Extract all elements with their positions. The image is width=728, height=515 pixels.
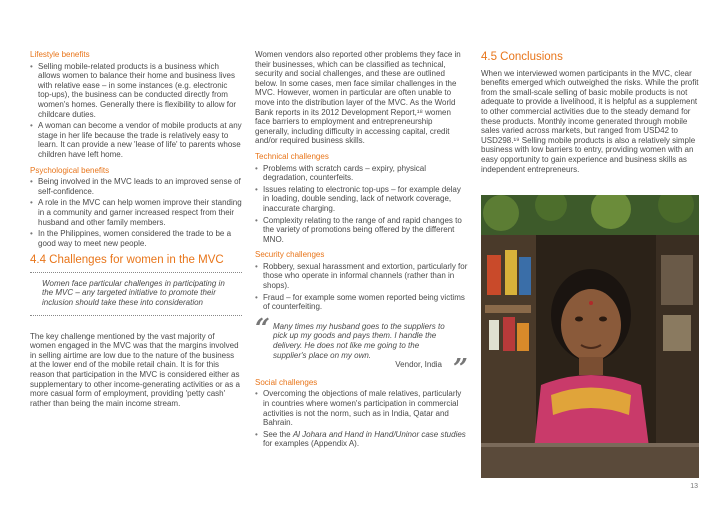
callout-box: Women face particular challenges in participating in the MVC – any targeted initiative to promote their inclusion should take these into consideration [30, 272, 242, 316]
list-item: • Fraud – for example some women reported being victims of counterfeiting. [255, 293, 468, 312]
vendor-photo [481, 195, 699, 478]
middle-column [255, 50, 468, 455]
list-item: • Issues relating to electronic top-ups – for example delay in loading, double sending, lack of network coverage, inaccurate charging. [255, 185, 468, 214]
text-span: for examples (Appendix A). [263, 439, 360, 449]
security-challenges-heading: Security challenges [255, 250, 325, 260]
psychological-benefits-list [30, 177, 242, 248]
technical-challenges-list [255, 164, 468, 245]
section-heading-conclusions: 4.5 Conclusions [481, 51, 563, 63]
page-number: 13 [690, 483, 698, 490]
list-item: • Selling mobile-related products is a business which allows women to balance their home and business lives with relative ease – in some instances (e.g. electronic top-ups), the business can be conducted directly from women's homes. Generally there is flexibility to allow for childcare duties. [30, 62, 242, 120]
lifestyle-benefits-heading: Lifestyle benefits [30, 50, 90, 59]
case-studies-reference: Al Johara and Hand in Hand/Uninor case studies [292, 429, 466, 439]
list-item: • Robbery, sexual harassment and extortion, particularly for those who operate in informal channels (rather than in shops). [255, 262, 468, 291]
list-item: • In the Philippines, women considered the trade to be a good way to meet new people. [30, 229, 242, 248]
list-item: • Overcoming the objections of male relatives, particularly in countries where women's participation in commercial activities is not the norm, such as in India, Qatar and Bahrain. [255, 389, 468, 427]
conclusions-paragraph: When we interviewed women participants in the MVC, clear benefits emerged which outweighed the risks. While the profit from the small-scale selling of basic mobile products is not adequate to provide a livelihood, it is helpful as a supplement to other commercial activities due to the steady demand for these products. Monthly income generated through mobile sales varied across markets, but ranged from USD42 to USD298.¹⁹ Selling mobile products is also a relatively simple business with low barriers to entry, providing women with an easy opportunity to gain experience and business skills as independent entrepreneurs. [481, 68, 699, 174]
right-column [481, 50, 699, 180]
quote-text: Many times my husband goes to the suppliers to pick up my goods and pays them. I handle the delivery. He does not like me going to the supplier's place on my own. [273, 321, 445, 360]
lifestyle-benefits-list [30, 62, 242, 160]
intro-paragraph: Women vendors also reported other problems they face in their businesses, which can be classified as technical, security and social challenges, and these are outlined below. In some cases, men face similar challenges in the MVC. However, women in particular are often unable to move into the distribution layer of the MVC. As the World Bank reports in its 2012 Development Report,¹⁸ women face barriers to employment and entrepreneurship generally, including difficulty in accessing capital, credit and/or required business skills. [255, 50, 461, 146]
text-span: See the [263, 429, 293, 439]
list-item [255, 430, 468, 449]
section-heading-challenges: 4.4 Challenges for women in the MVC [30, 254, 224, 267]
left-column [30, 50, 242, 414]
security-challenges-list [255, 262, 468, 312]
list-item: • Problems with scratch cards – expiry, physical degradation, counterfeits. [255, 164, 468, 183]
quote-attribution: Vendor, India [395, 360, 442, 370]
close-quote-icon: ” [453, 353, 468, 384]
social-challenges-heading: Social challenges [255, 377, 318, 387]
psychological-benefits-heading: Psychological benefits [30, 165, 110, 175]
body-paragraph: The key challenge mentioned by the vast majority of women engaged in the MVC was that the margins involved in selling airtime are low due to the nature of the business at the lower end of the mobile retail chain. It is for this reason that participation in the MVC is considered either as supplementary to other income-generating activities or as a more casual form of employment, providing 'petty cash' rather than being the main income stream. [30, 331, 240, 408]
list-item: • Complexity relating to the range of and rapid changes to the variety of promotions being offered by the different MNO. [255, 216, 468, 245]
vendor-photo-image [481, 195, 699, 478]
list-item: • A woman can become a vendor of mobile products at any stage in her life because the trade is relatively easy to learn. It can provide a new 'lease of life' to parents whose children have left home. [30, 121, 242, 159]
social-challenges-list [255, 389, 468, 449]
open-quote-icon: “ [255, 313, 270, 344]
technical-challenges-heading: Technical challenges [255, 151, 329, 161]
list-item: • A role in the MVC can help women improve their standing in a community and garner increased respect from their husband and other family members. [30, 198, 242, 227]
list-item: • Being involved in the MVC leads to an improved sense of self-confidence. [30, 177, 242, 196]
